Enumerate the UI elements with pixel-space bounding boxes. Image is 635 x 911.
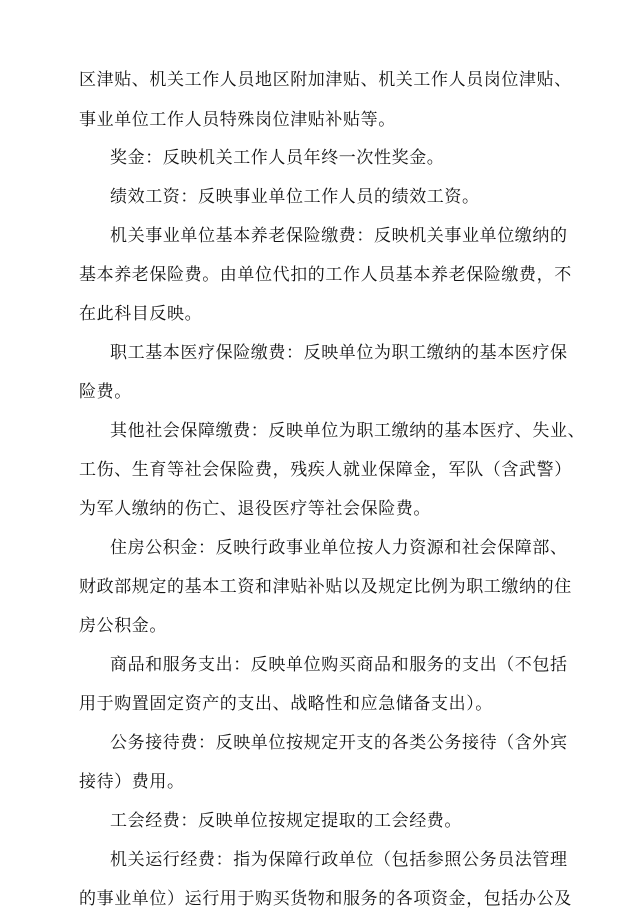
text-line: 在此科目反映。 — [79, 304, 203, 324]
text-line: 险费。 — [79, 382, 132, 402]
text-line: 区津贴、机关工作人员地区附加津贴、机关工作人员岗位津贴、 — [79, 70, 572, 90]
paragraph-performance-pay: 绩效工资：反映事业单位工作人员的绩效工资。 — [110, 187, 480, 207]
text-line: 工伤、生育等社会保险费，残疾人就业保障金，军队（含武警） — [79, 460, 572, 480]
text-line: 财政部规定的基本工资和津贴补贴以及规定比例为职工缴纳的住 — [79, 577, 572, 597]
text-line: 的事业单位）运行用于购买货物和服务的各项资金，包括办公及 — [79, 889, 572, 909]
paragraph-housing-fund: 住房公积金：反映行政事业单位按人力资源和社会保障部、 — [110, 538, 568, 558]
paragraph-medical-insurance: 职工基本医疗保险缴费：反映单位为职工缴纳的基本医疗保 — [110, 343, 568, 363]
paragraph-reception-fee: 公务接待费：反映单位按规定开支的各类公务接待（含外宾 — [110, 733, 568, 753]
text-line: 接待）费用。 — [79, 772, 185, 792]
paragraph-union-fee: 工会经费：反映单位按规定提取的工会经费。 — [110, 811, 462, 831]
text-line: 事业单位工作人员特殊岗位津贴补贴等。 — [79, 110, 396, 130]
text-line: 用于购置固定资产的支出、战略性和应急储备支出）。 — [79, 694, 493, 714]
text-line: 房公积金。 — [79, 616, 167, 636]
text-line: 为军人缴纳的伤亡、退役医疗等社会保险费。 — [79, 499, 431, 519]
paragraph-bonus: 奖金：反映机关工作人员年终一次性奖金。 — [110, 148, 445, 168]
paragraph-goods-services: 商品和服务支出：反映单位购买商品和服务的支出（不包括 — [110, 655, 568, 675]
paragraph-other-social-security: 其他社会保障缴费：反映单位为职工缴纳的基本医疗、失业、 — [110, 421, 586, 441]
paragraph-operating-expenses: 机关运行经费：指为保障行政单位（包括参照公务员法管理 — [110, 850, 568, 870]
paragraph-pension-insurance: 机关事业单位基本养老保险缴费：反映机关事业单位缴纳的 — [110, 226, 568, 246]
text-line: 基本养老保险费。由单位代扣的工作人员基本养老保险缴费，不 — [79, 265, 572, 285]
